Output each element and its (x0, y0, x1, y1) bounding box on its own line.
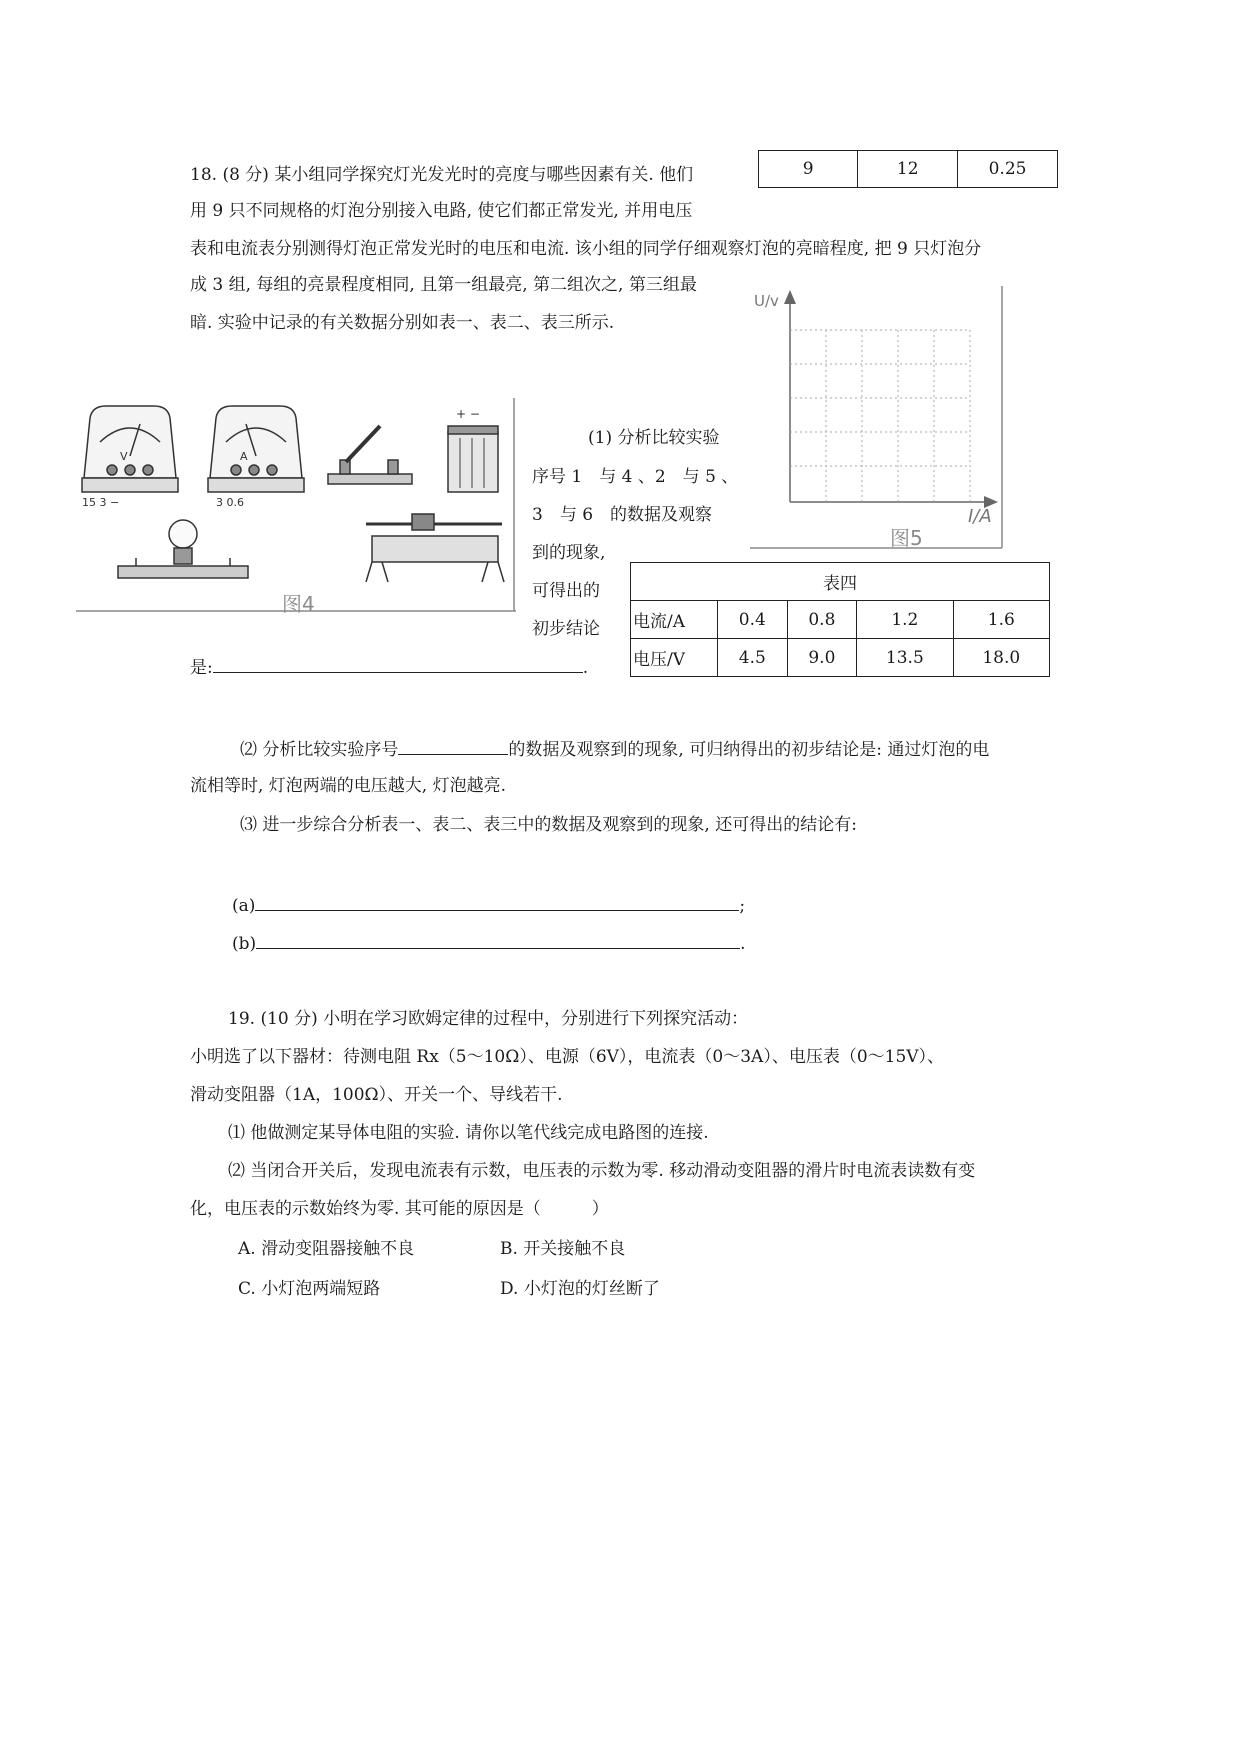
option-a[interactable]: A. 滑动变阻器接触不良 (238, 1239, 415, 1259)
voltmeter-scale: 15 3 − (82, 496, 120, 509)
x-axis-label: I/A (968, 506, 992, 527)
part2-suffix: 的数据及观察到的现象, 可归纳得出的初步结论是: 通过灯泡的电 (508, 740, 990, 760)
part2-line-1 (240, 738, 989, 761)
option-c[interactable]: C. 小灯泡两端短路 (238, 1279, 381, 1299)
part3b-label: (b) (232, 934, 257, 954)
part3a-answer-blank[interactable] (255, 894, 739, 911)
q19-line-5: ⑵ 当闭合开关后，发现电流表有示数，电压表的示数为零. 移动滑动变阻器的滑片时电流表读数有变 (228, 1161, 976, 1181)
top-table-cell: 0.25 (958, 151, 1058, 188)
part1-line-6: 初步结论 (532, 619, 600, 639)
table-row (631, 639, 1050, 677)
y-axis-label: U/v (754, 292, 779, 310)
part2-prefix: ⑵ 分析比较实验序号 (240, 740, 399, 760)
part3a-label: (a) (232, 896, 256, 916)
battery-icon (448, 407, 498, 492)
q19-line-2: 小明选了以下器材：待测电阻 Rx（5～10Ω）、电源（6V），电流表（0～3A）、电压表（0～15V）、 (190, 1047, 945, 1067)
q18-line-4: 成 3 组, 每组的亮景程度相同, 且第一组最亮, 第二组次之, 第三组最 (190, 275, 697, 295)
voltmeter-needle-label: V (120, 450, 128, 463)
part3b-end: . (740, 934, 746, 954)
table-4-cell: 13.5 (857, 639, 953, 677)
table-4-cell: 1.2 (857, 601, 953, 639)
part1-line-2: 序号 1 与 4 、2 与 5 、 (532, 467, 739, 487)
table-4-title: 表四 (631, 563, 1050, 601)
figure-4-caption: 图4 (282, 592, 315, 616)
part3a-end: ; (739, 896, 746, 916)
svg-text:+ −: + − (456, 407, 480, 421)
table-4-cell: 0.4 (718, 601, 788, 639)
ammeter-scale: 3 0.6 (216, 496, 244, 509)
table-4-cell: 0.8 (787, 601, 857, 639)
table-4-row-label: 电压/V (631, 639, 718, 677)
part1-line-5: 可得出的 (532, 581, 600, 601)
table-4-cell: 9.0 (787, 639, 857, 677)
voltmeter-icon (82, 406, 178, 492)
bulb-icon (118, 520, 248, 578)
ammeter-needle-label: A (240, 450, 248, 463)
table-4-cell: 18.0 (953, 639, 1049, 677)
switch-icon (328, 426, 412, 484)
part1-line-3: 3 与 6 的数据及观察 (532, 505, 713, 525)
figure-4 (76, 398, 516, 613)
part3a-line (232, 894, 745, 917)
table-row (631, 601, 1050, 639)
q18-line-2: 用 9 只不同规格的灯泡分别接入电路, 使它们都正常发光, 并用电压 (190, 201, 693, 221)
part3-question: ⑶ 进一步综合分析表一、表二、表三中的数据及观察到的现象, 还可得出的结论有: (240, 815, 857, 835)
figure-5-caption: 图5 (890, 526, 923, 550)
part2-line-2: 流相等时, 灯泡两端的电压越大, 灯泡越亮. (190, 776, 507, 796)
part1-line-4: 到的现象, (532, 543, 606, 563)
q19-line-4: ⑴ 他做测定某导体电阻的实验. 请你以笔代线完成电路图的连接. (228, 1123, 709, 1143)
top-table-cell: 12 (858, 151, 958, 188)
apparatus-drawing (76, 398, 516, 613)
part3b-line (232, 932, 746, 955)
table-4-cell: 1.6 (953, 601, 1049, 639)
part1-answer-blank[interactable] (213, 656, 583, 673)
q18-line-1: 18. (8 分) 某小组同学探究灯光发光时的亮度与哪些因素有关. 他们 (190, 165, 694, 185)
rheostat-icon (366, 514, 504, 582)
q18-line-5: 暗. 实验中记录的有关数据分别如表一、表二、表三所示. (190, 313, 615, 333)
q18-line-3: 表和电流表分别测得灯泡正常发光时的电压和电流. 该小组的同学仔细观察灯泡的亮暗程度, 把 9 只灯泡分 (190, 239, 982, 259)
option-b[interactable]: B. 开关接触不良 (500, 1239, 626, 1259)
part3b-answer-blank[interactable] (256, 932, 740, 949)
top-table-fragment (758, 150, 1058, 188)
table-4-row-label: 电流/A (631, 601, 718, 639)
q19-line-1: 19. (10 分) 小明在学习欧姆定律的过程中，分别进行下列探究活动： (228, 1009, 749, 1029)
table-4 (630, 562, 1050, 677)
table-4-cell: 4.5 (718, 639, 788, 677)
q19-line-3: 滑动变阻器（1A，100Ω）、开关一个、导线若干. (190, 1085, 563, 1105)
part1-line-1: (1) 分析比较实验 (588, 428, 720, 448)
part1-answer-line (190, 656, 588, 679)
option-d[interactable]: D. 小灯泡的灯丝断了 (500, 1279, 660, 1299)
q19-line-6: 化，电压表的示数始终为零. 其可能的原因是（ ） (190, 1199, 609, 1219)
part1-prefix: 是: (190, 658, 213, 678)
part2-answer-blank[interactable] (398, 738, 508, 755)
part1-suffix: . (582, 658, 589, 678)
top-table-cell: 9 (759, 151, 858, 188)
ammeter-icon (208, 406, 304, 492)
